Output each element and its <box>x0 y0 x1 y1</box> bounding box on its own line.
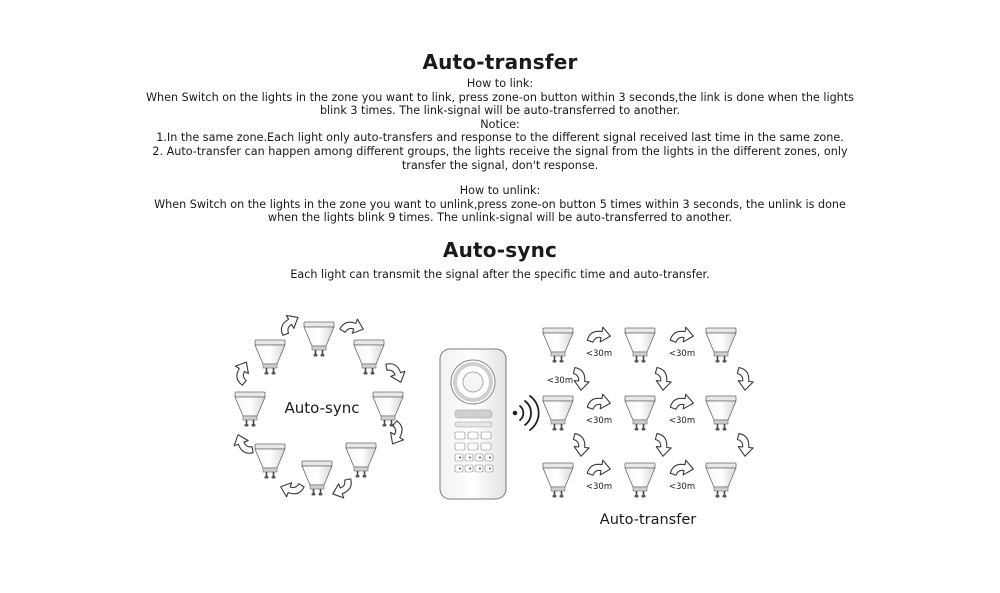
curved-arrow-icon <box>654 434 672 457</box>
light-bulb-icon <box>373 392 403 427</box>
unlink-text-line-2: when the lights blink 9 times. The unlink-signal will be auto-transferred to another. <box>267 211 733 225</box>
remote-control <box>440 349 539 499</box>
light-bulb-icon <box>304 322 334 357</box>
distance-label: <30m <box>668 349 696 359</box>
notice-item-1: 1.In the same zone.Each light only auto-transfers and response to the different signal received last time in the same zone. <box>156 131 844 145</box>
curved-arrow-icon <box>670 392 695 412</box>
curved-arrow-icon <box>385 420 410 447</box>
distance-label: <30m <box>546 376 574 386</box>
light-bulb-icon <box>625 396 655 431</box>
light-bulb-icon <box>255 444 285 479</box>
auto-transfer-label: Auto-transfer <box>599 512 697 528</box>
curved-arrow-icon <box>385 359 408 385</box>
curved-arrow-icon <box>340 315 366 338</box>
light-bulb-icon <box>346 443 376 478</box>
how-to-link-heading: How to link: <box>466 77 534 90</box>
link-text-line-1: When Switch on the lights in the zone you want to link, press zone-on button within 3 seconds,the link is done when the lights <box>146 90 854 104</box>
curved-arrow-icon <box>572 434 590 457</box>
curved-arrow-icon <box>587 458 612 478</box>
notice-item-2-line-2: transfer the signal, don't response. <box>401 158 599 172</box>
notice-heading: Notice: <box>480 117 520 131</box>
curved-arrow-icon <box>587 325 612 345</box>
unlink-text-line-1: When Switch on the lights in the zone you want to unlink,press zone-on button 5 times within 3 seconds, the unlink is done <box>154 197 846 211</box>
auto-sync-title: Auto-sync <box>442 238 558 262</box>
curved-arrow-icon <box>229 358 254 385</box>
light-bulb-icon <box>354 340 384 375</box>
light-bulb-icon <box>706 328 736 363</box>
light-bulb-icon <box>255 340 285 375</box>
auto-transfer-title: Auto-transfer <box>422 50 578 74</box>
curved-arrow-icon <box>654 368 672 391</box>
light-bulb-icon <box>625 328 655 363</box>
curved-arrow-icon <box>278 478 304 501</box>
distance-label: <30m <box>668 416 696 426</box>
auto-sync-ring <box>229 311 410 501</box>
light-bulb-icon <box>302 461 332 496</box>
slider-bar <box>455 410 492 418</box>
light-bulb-icon <box>625 463 655 498</box>
curved-arrow-icon <box>275 311 302 336</box>
light-bulb-icon <box>543 463 573 498</box>
curved-arrow-icon <box>572 368 590 391</box>
link-text-line-2: blink 3 times. The link-signal will be auto-transferred to another. <box>319 104 681 118</box>
curved-arrow-icon <box>670 458 695 478</box>
light-bulb-icon <box>235 392 265 427</box>
curved-arrow-icon <box>736 368 754 391</box>
how-to-unlink-heading: How to unlink: <box>459 184 541 197</box>
curved-arrow-icon <box>736 434 754 457</box>
auto-sync-label: Auto-sync <box>284 399 360 417</box>
light-bulb-icon <box>706 396 736 431</box>
light-bulb-icon <box>543 396 573 431</box>
distance-label: <30m <box>585 349 613 359</box>
auto-sync-description: Each light can transmit the signal after the specific time and auto-transfer. <box>290 268 710 281</box>
notice-item-2-line-1: 2. Auto-transfer can happen among different groups, the lights receive the signal from the lights in the different zones, only <box>152 144 848 158</box>
curved-arrow-icon <box>587 392 612 412</box>
curved-arrow-icon <box>231 432 254 458</box>
curved-arrow-icon <box>670 325 695 345</box>
curved-arrow-icon <box>330 478 356 501</box>
wireless-signal-icon <box>513 396 539 430</box>
distance-label: <30m <box>585 416 613 426</box>
auto-transfer-grid <box>543 325 754 528</box>
distance-label: <30m <box>585 482 613 492</box>
light-bulb-icon <box>706 463 736 498</box>
distance-label: <30m <box>668 482 696 492</box>
light-bulb-icon <box>543 328 573 363</box>
